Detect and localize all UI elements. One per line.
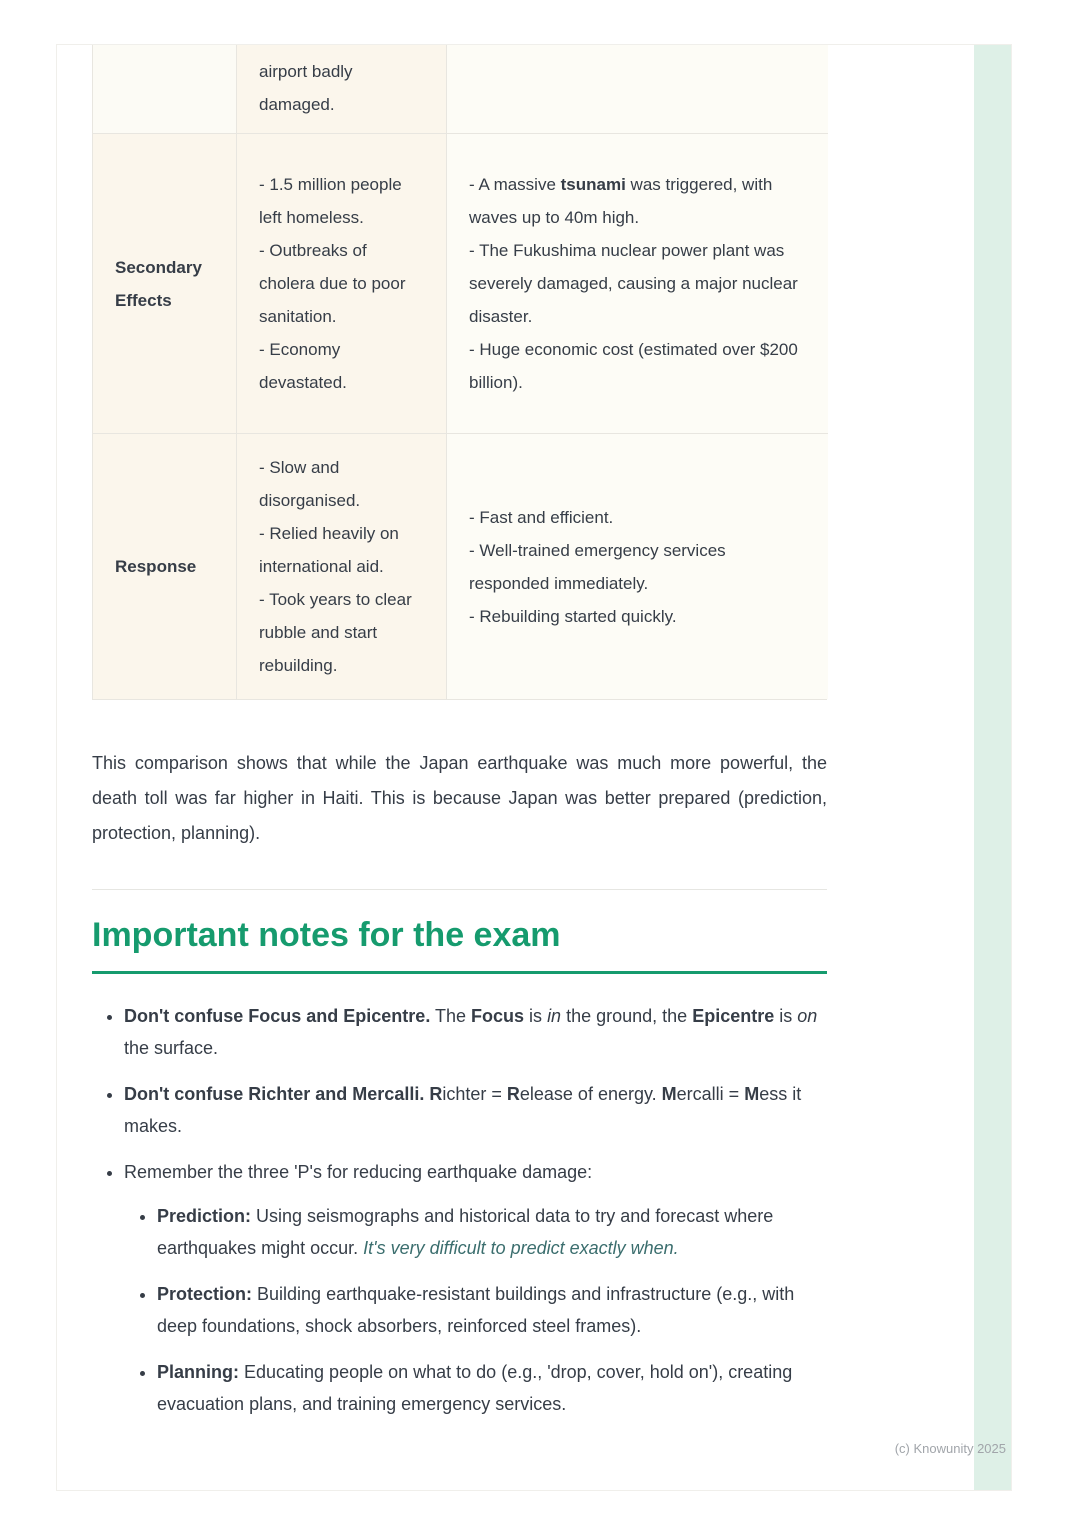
- note-item: [124, 1156, 827, 1420]
- note-subitem: • Prediction: Using seismographs and historical data to try and forecast where earthquakes might occur. It's very difficult to predict exactly when.: [157, 1200, 827, 1264]
- table-cell: [446, 45, 828, 133]
- note-item: • Don't confuse Focus and Epicentre. The Focus is in the ground, the Epicentre is on the surface.: [124, 1000, 827, 1064]
- table-label-cell: [93, 45, 236, 133]
- section-heading: Important notes for the exam: [92, 916, 561, 954]
- exam-notes-list: [92, 1000, 827, 1420]
- document-page: [56, 44, 1012, 1491]
- three-ps-sublist: [124, 1200, 827, 1420]
- heading-underline: [92, 971, 827, 974]
- table-label-cell: Response: [93, 433, 236, 699]
- table-cell: - A massive tsunami was triggered, with waves up to 40m high. - The Fukushima nuclear power plant was severely damaged, causing a major nuclear disaster. - Huge economic cost (estimated over $200 billion).: [446, 133, 828, 433]
- table-cell: airport badly damaged.: [236, 45, 446, 133]
- table-cell: - Fast and efficient. - Well-trained emergency services responded immediately. - Rebuilding started quickly.: [446, 433, 828, 699]
- table-cell: - Slow and disorganised. - Relied heavily on international aid. - Took years to clear rubble and start rebuilding.: [236, 433, 446, 699]
- table-label-cell: Secondary Effects: [93, 133, 236, 433]
- note-subitem: • Protection: Building earthquake-resistant buildings and infrastructure (e.g., with deep foundations, shock absorbers, reinforced steel frames).: [157, 1278, 827, 1342]
- note-item: • Don't confuse Richter and Mercalli. Richter = Release of energy. Mercalli = Mess it makes.: [124, 1078, 827, 1142]
- decorative-stripe: [974, 45, 1011, 1490]
- copyright-text: (c) Knowunity 2025: [894, 1441, 1006, 1456]
- note-subitem: • Planning: Educating people on what to do (e.g., 'drop, cover, hold on'), creating evacuation plans, and training emergency services.: [157, 1356, 827, 1420]
- comparison-table: [92, 45, 827, 700]
- summary-paragraph: This comparison shows that while the Japan earthquake was much more powerful, the death toll was far higher in Haiti. This is because Japan was better prepared (prediction, protection, planning).: [92, 753, 827, 843]
- table-cell: - 1.5 million people left homeless. - Outbreaks of cholera due to poor sanitation. - Economy devastated.: [236, 133, 446, 433]
- page-content: [92, 45, 827, 1420]
- section-divider: [92, 889, 827, 890]
- note-item-text: Remember the three 'P's for reducing earthquake damage:: [124, 1162, 593, 1182]
